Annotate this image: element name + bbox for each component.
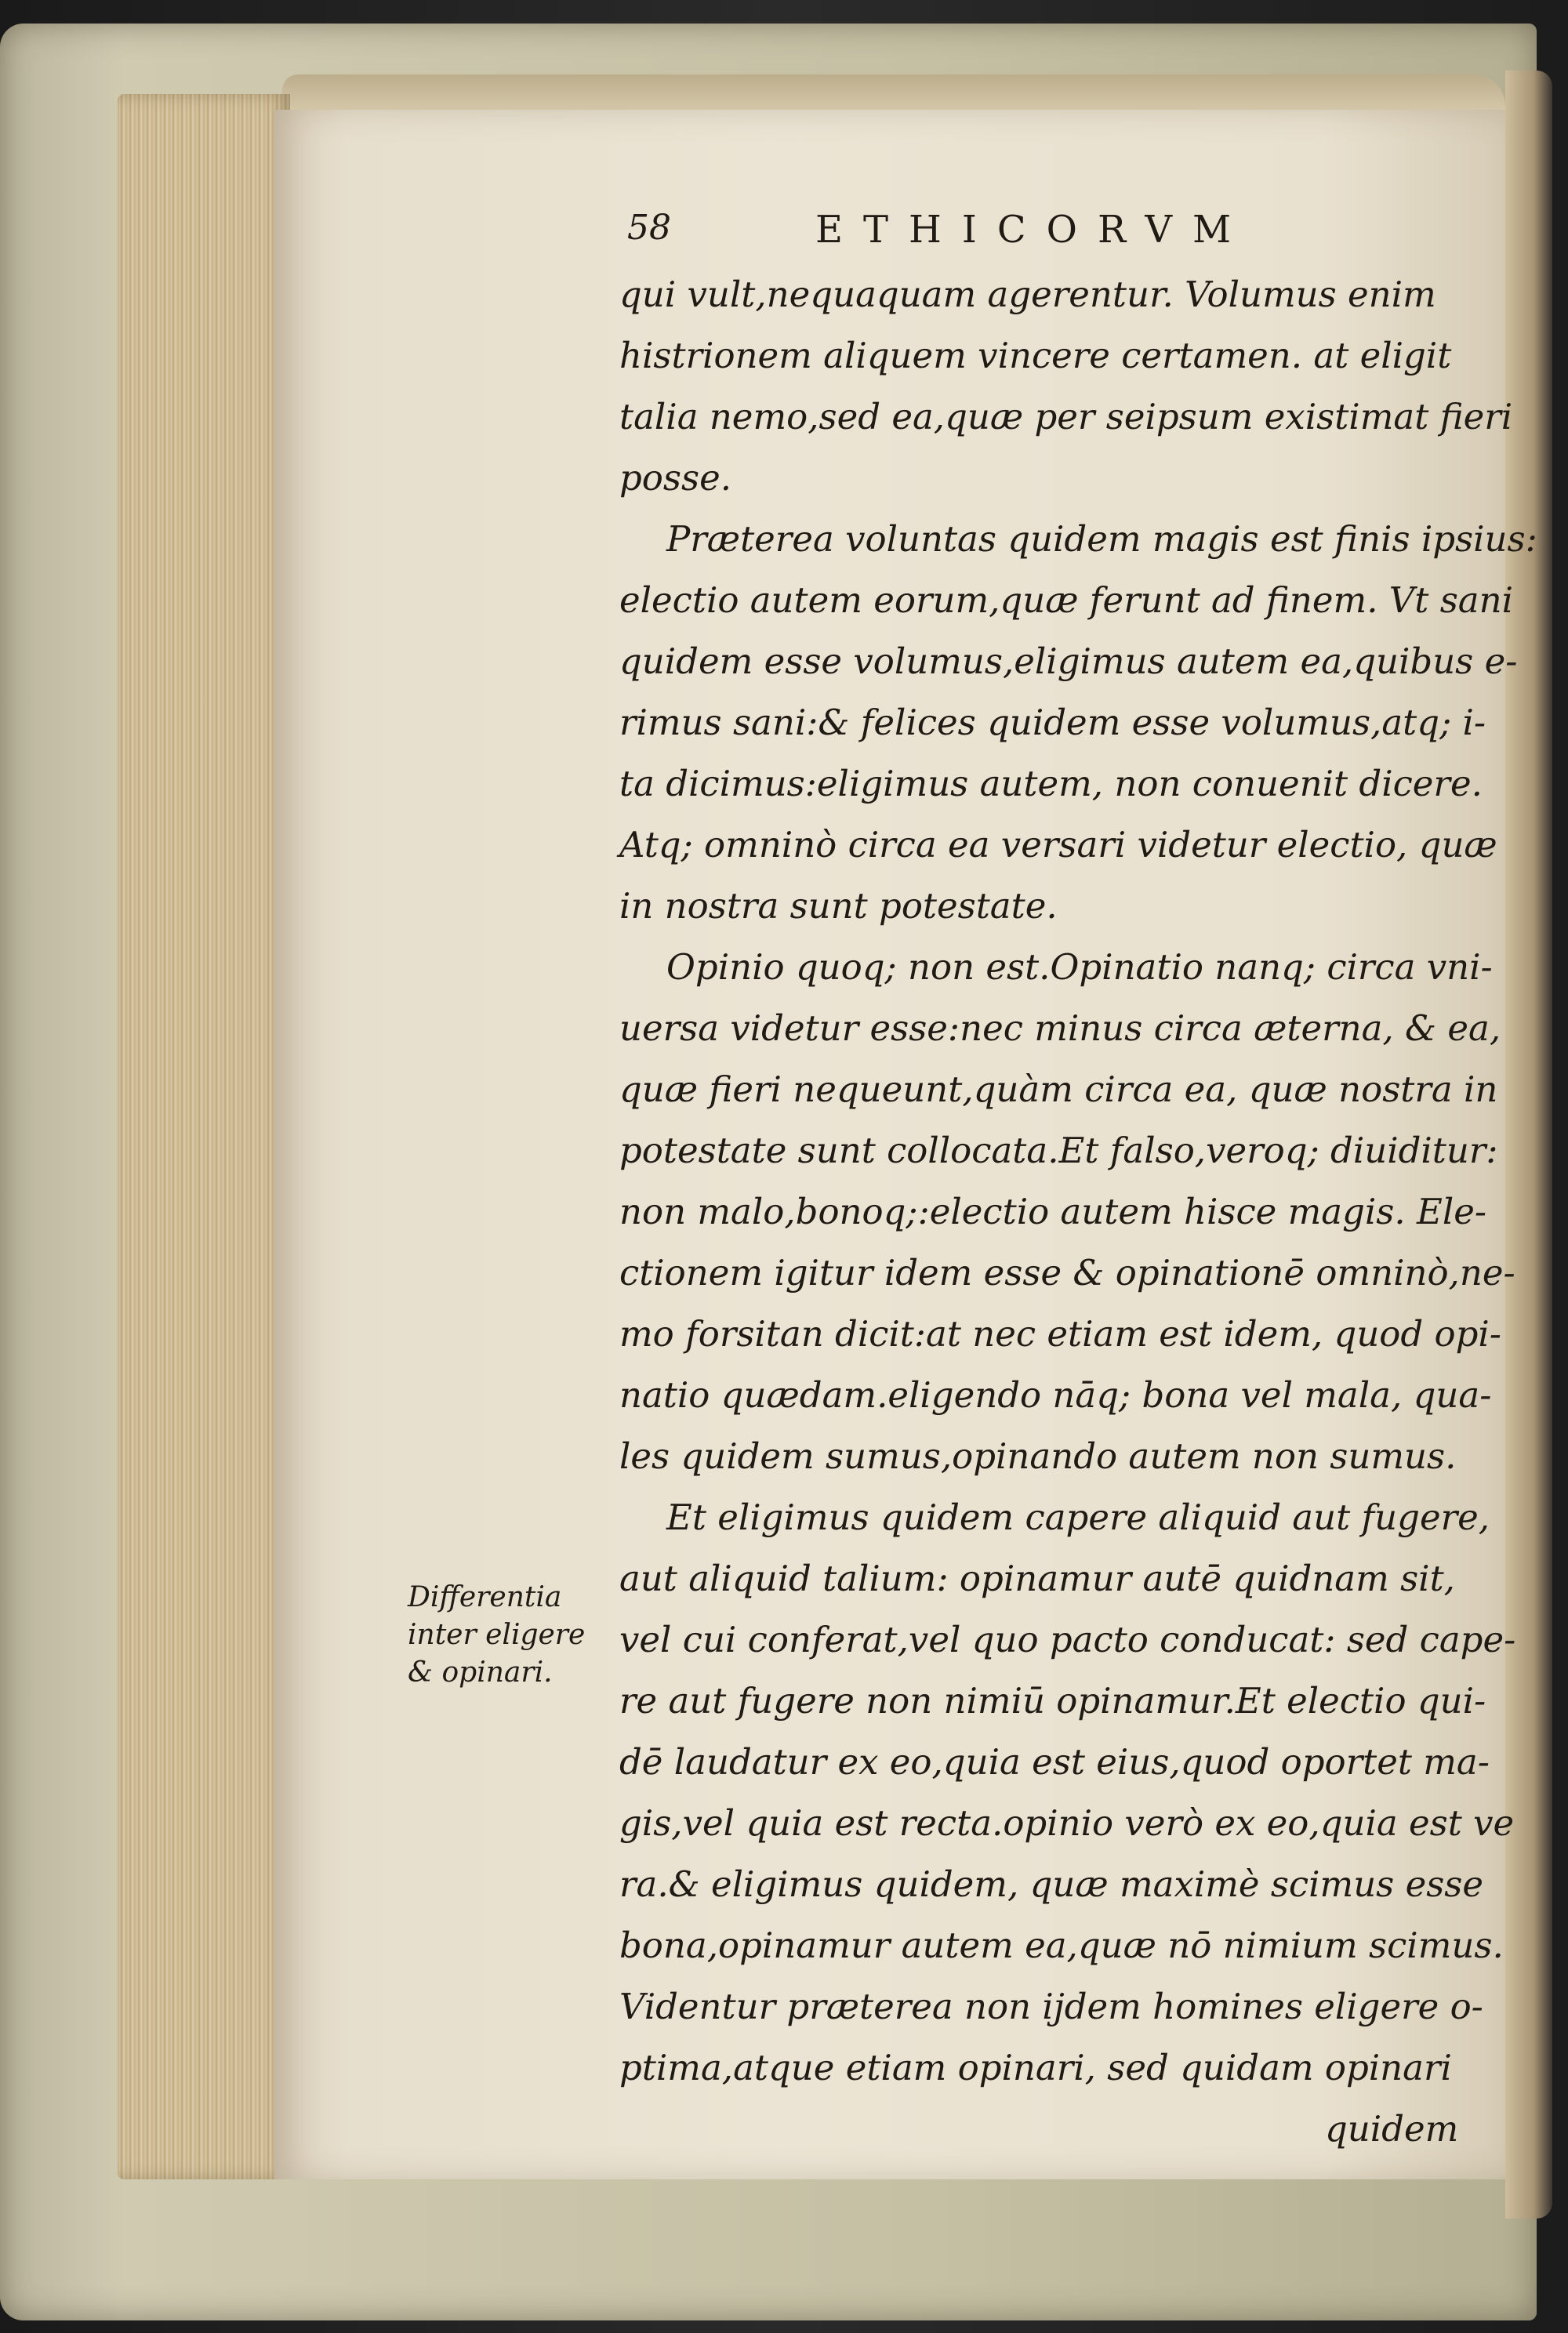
text-line: vel cui conferat,vel quo pacto conducat: sed cape- [619, 1619, 1516, 1660]
text-line: mo forsitan dicit:at nec etiam est idem, quod opi- [619, 1313, 1501, 1355]
text-line: Et eligimus quidem capere aliquid aut fugere, [666, 1497, 1490, 1538]
text-line: Atq; omninò circa ea versari videtur electio, quæ [619, 824, 1497, 865]
text-line: ctionem igitur idem esse & opinationē omninò,ne- [619, 1252, 1515, 1293]
text-line: in nostra sunt potestate. [619, 885, 1058, 927]
text-line: ptima,atque etiam opinari, sed quidam opinari [619, 2047, 1452, 2088]
text-line: quæ fieri nequeunt,quàm circa ea, quæ nostra in [619, 1069, 1498, 1110]
running-title: ETHICORVM [815, 208, 1252, 252]
text-line: posse. [619, 457, 732, 499]
margin-note-line: inter eligere [408, 1619, 586, 1651]
text-line: Opinio quoq; non est.Opinatio nanq; circa vni- [666, 946, 1493, 988]
text-line: uersa videtur esse:nec minus circa æterna, & ea, [619, 1007, 1501, 1049]
text-line: Videntur præterea non ijdem homines eligere o- [619, 1986, 1483, 2027]
top-page-edge [282, 74, 1505, 114]
text-line: re aut fugere non nimiū opinamur.Et electio qui- [619, 1680, 1486, 1722]
text-line: electio autem eorum,quæ ferunt ad finem. Vt sani [619, 579, 1513, 621]
text-line: ta dicimus:eligimus autem, non conuenit dicere. [619, 763, 1483, 804]
text-line: histrionem aliquem vincere certamen. at eligit [619, 335, 1452, 376]
text-line: ra.& eligimus quidem, quæ maximè scimus esse [619, 1863, 1484, 1905]
text-line: qui vult,nequaquam agerentur. Volumus enim [619, 274, 1436, 315]
text-line: quidem esse volumus,eligimus autem ea,quibus e- [619, 640, 1518, 682]
text-line: les quidem sumus,opinando autem non sumus. [619, 1435, 1457, 1477]
page-edges-stack [118, 94, 290, 2179]
text-line: rimus sani:& felices quidem esse volumus,atq; i- [619, 702, 1486, 743]
text-line: talia nemo,sed ea,quæ per seipsum existimat fieri [619, 396, 1513, 437]
margin-note-line: & opinari. [408, 1656, 553, 1689]
text-line: Præterea voluntas quidem magis est finis ipsius: [666, 518, 1537, 560]
page-number: 58 [627, 208, 671, 248]
catchword: quidem [1325, 2108, 1459, 2150]
running-head [627, 208, 1427, 263]
margin-note-line: Differentia [408, 1581, 562, 1613]
text-line: non malo,bonoq;:electio autem hisce magis. Ele- [619, 1191, 1487, 1232]
text-line: gis,vel quia est recta.opinio verò ex eo,quia est ve [619, 1802, 1515, 1844]
text-line: dē laudatur ex eo,quia est eius,quod oportet ma- [619, 1741, 1490, 1783]
text-line: potestate sunt collocata.Et falso,veroq; diuiditur: [619, 1130, 1498, 1171]
text-line: natio quædam.eligendo nāq; bona vel mala, qua- [619, 1374, 1492, 1416]
text-line: aut aliquid talium: opinamur autē quidnam sit, [619, 1558, 1455, 1599]
text-line: bona,opinamur autem ea,quæ nō nimium scimus. [619, 1925, 1504, 1966]
